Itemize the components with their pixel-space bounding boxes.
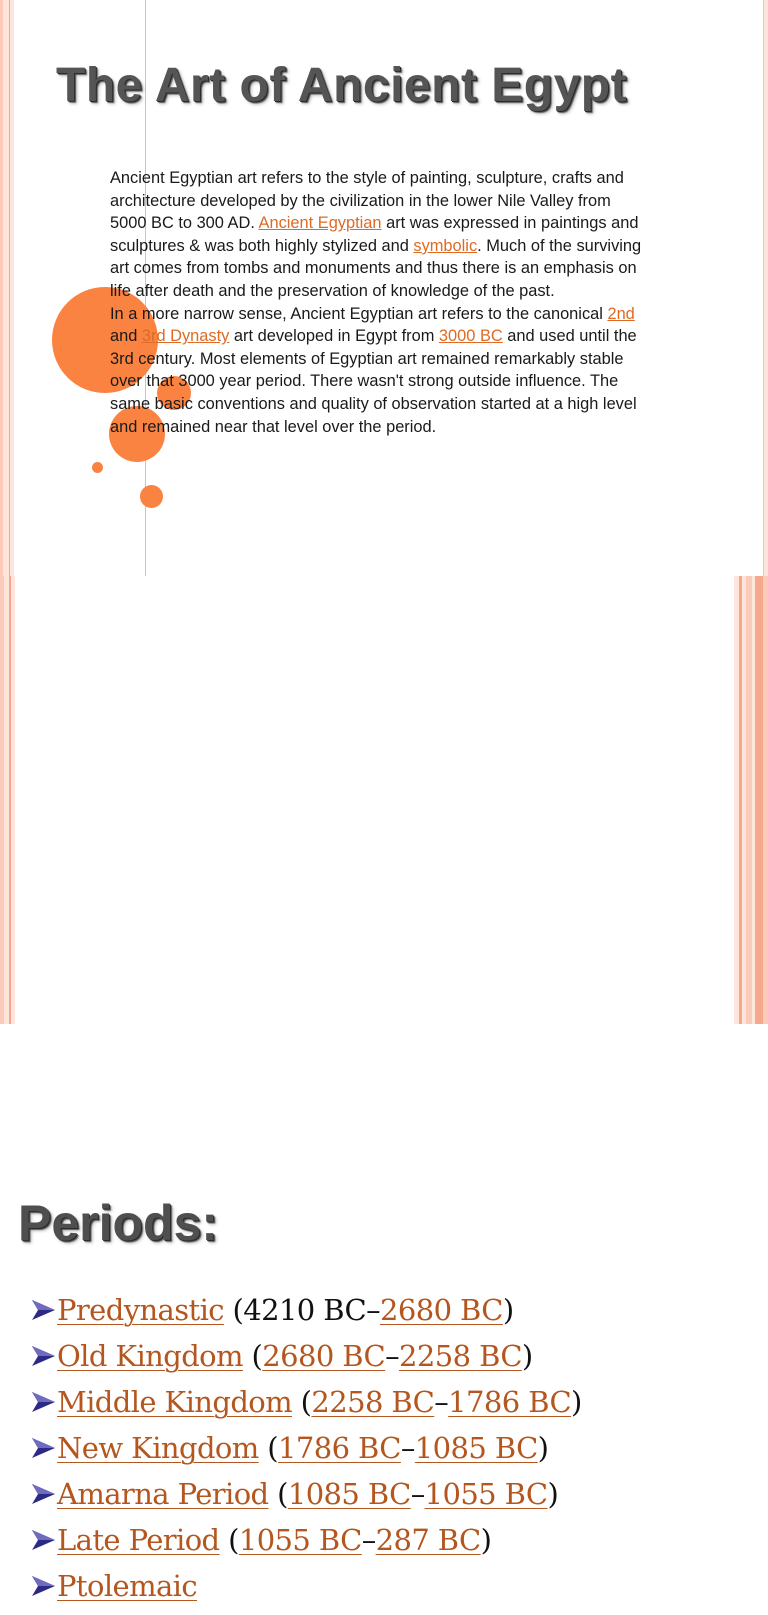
period-end-link[interactable]: 2680 BC — [380, 1293, 503, 1327]
right-guide-line — [763, 0, 764, 576]
arrow-bullet-icon — [30, 1387, 57, 1411]
period-start-link[interactable]: 2258 BC — [311, 1385, 435, 1419]
period-item: Predynastic (4210 BC–2680 BC) — [30, 1293, 582, 1339]
period-end-link[interactable]: 1786 BC — [448, 1385, 572, 1419]
slide-title: The Art of Ancient Egypt — [56, 59, 628, 112]
arrow-bullet-icon — [30, 1341, 57, 1365]
period-start-link[interactable]: 2680 BC — [262, 1339, 386, 1373]
period-item: Middle Kingdom (2258 BC–1786 BC) — [30, 1385, 582, 1431]
hyperlink[interactable]: 2nd — [607, 304, 635, 323]
slide-periods — [0, 576, 768, 1603]
period-end-link[interactable]: 2258 BC — [399, 1339, 522, 1373]
period-end-link[interactable]: 1055 BC — [424, 1477, 548, 1511]
period-item: Late Period (1055 BC–287 BC) — [30, 1523, 582, 1569]
left-border-stripe — [11, 576, 15, 1024]
arrow-bullet-icon — [30, 1295, 57, 1319]
right-border-stripe — [763, 576, 768, 1024]
intro-paragraph: Ancient Egyptian art refers to the style of painting, sculpture, crafts and architecture developed by the civilization in the lower Nile Valley from 5000 BC to 300 AD. Ancient Egyptian art was expressed in paintings and sculptures & was both highly stylized and symbolic. Much of the surviving art comes from tombs and monuments and thus there is an emphasis on life after death and the preservation of knowledge of the past. — [110, 169, 642, 300]
period-start-link[interactable]: 1786 BC — [278, 1431, 401, 1465]
period-name-link[interactable]: Old Kingdom — [57, 1339, 243, 1373]
period-start-link[interactable]: 1055 BC — [238, 1523, 362, 1557]
hyperlink[interactable]: 3000 BC — [438, 327, 503, 346]
period-end-link[interactable]: 1085 BC — [414, 1431, 538, 1465]
decorative-circle-small — [92, 462, 103, 473]
period-name-link[interactable]: Ptolemaic — [57, 1569, 197, 1603]
right-border-stripe — [764, 0, 768, 576]
slide-title: Periods: — [18, 1195, 219, 1251]
period-item: Amarna Period (1085 BC–1055 BC) — [30, 1477, 582, 1523]
left-border-stripe — [10, 0, 14, 576]
period-list — [30, 1293, 582, 1615]
slide-art-of-ancient-egypt — [0, 0, 768, 576]
period-name-link[interactable]: Late Period — [57, 1523, 220, 1557]
hyperlink[interactable]: Ancient Egyptian — [258, 214, 382, 233]
period-item: Old Kingdom (2680 BC–2258 BC) — [30, 1339, 582, 1385]
hyperlink[interactable]: 3rd Dynasty — [141, 327, 230, 346]
period-item — [30, 1569, 582, 1615]
period-start-link[interactable]: 1085 BC — [287, 1477, 411, 1511]
period-end-link[interactable]: 287 BC — [375, 1523, 481, 1557]
arrow-bullet-icon — [30, 1571, 57, 1595]
period-name-link[interactable]: Predynastic — [57, 1293, 224, 1327]
period-item: New Kingdom (1786 BC–1085 BC) — [30, 1431, 582, 1477]
period-name-link[interactable]: Middle Kingdom — [57, 1385, 293, 1419]
body-text — [110, 167, 650, 438]
arrow-bullet-icon — [30, 1433, 57, 1457]
arrow-bullet-icon — [30, 1479, 57, 1503]
period-name-link[interactable]: Amarna Period — [57, 1477, 269, 1511]
hyperlink[interactable]: symbolic — [413, 236, 478, 255]
narrow-sense-paragraph: In a more narrow sense, Ancient Egyptian art refers to the canonical 2nd and 3rd Dynasty art developed in Egypt from 3000 BC and used until the 3rd century. Most elements of Egyptian art remained remarkably stable over that 3000 year period. There wasn't strong outside influence. The same basic conventions and quality of observation started at a high level and remained near that level over the period. — [110, 304, 637, 436]
decorative-circle-small — [140, 485, 163, 508]
right-border-stripe — [755, 576, 763, 1024]
period-name-link[interactable]: New Kingdom — [57, 1431, 259, 1465]
arrow-bullet-icon — [30, 1525, 57, 1549]
